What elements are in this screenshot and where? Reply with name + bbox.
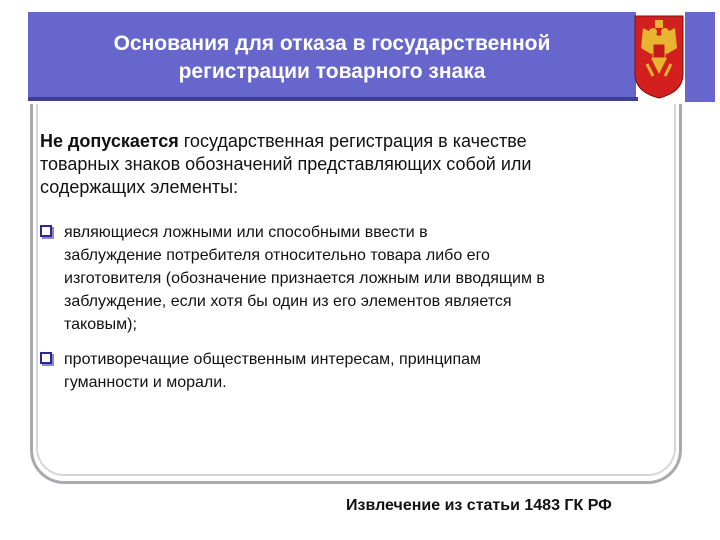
header-underline [28,97,638,101]
title-line-2: регистрации товарного знака [178,60,486,83]
source-citation: Извлечение из статьи 1483 ГК РФ [346,497,612,514]
intro-bold: Не допускается [40,131,179,151]
checkbox-icon [40,352,52,364]
russian-coat-of-arms-icon [633,14,685,100]
list-item-text: противоречащие общественным интересам, принципам гуманности и морали. [64,351,482,391]
header-side-block [685,12,715,102]
list-item-text: являющиеся ложными или способными ввести в заблуждение потребителя относительно товара либо его изготовителя (обозначение признается ложным или вводящим в заблуждение, если хотя бы один из его элементов является таковым); [64,224,545,333]
title-line-1: Основания для отказа в государственной [113,32,551,55]
slide-title [28,30,636,86]
intro-line-1: государственная регистрация в качестве [178,131,527,151]
checkbox-icon [40,225,52,237]
intro-line-3: содержащих элементы: [40,177,239,197]
intro-line-2: товарных знаков обозначений представляющих собой или [40,154,532,174]
intro-paragraph [40,130,650,199]
